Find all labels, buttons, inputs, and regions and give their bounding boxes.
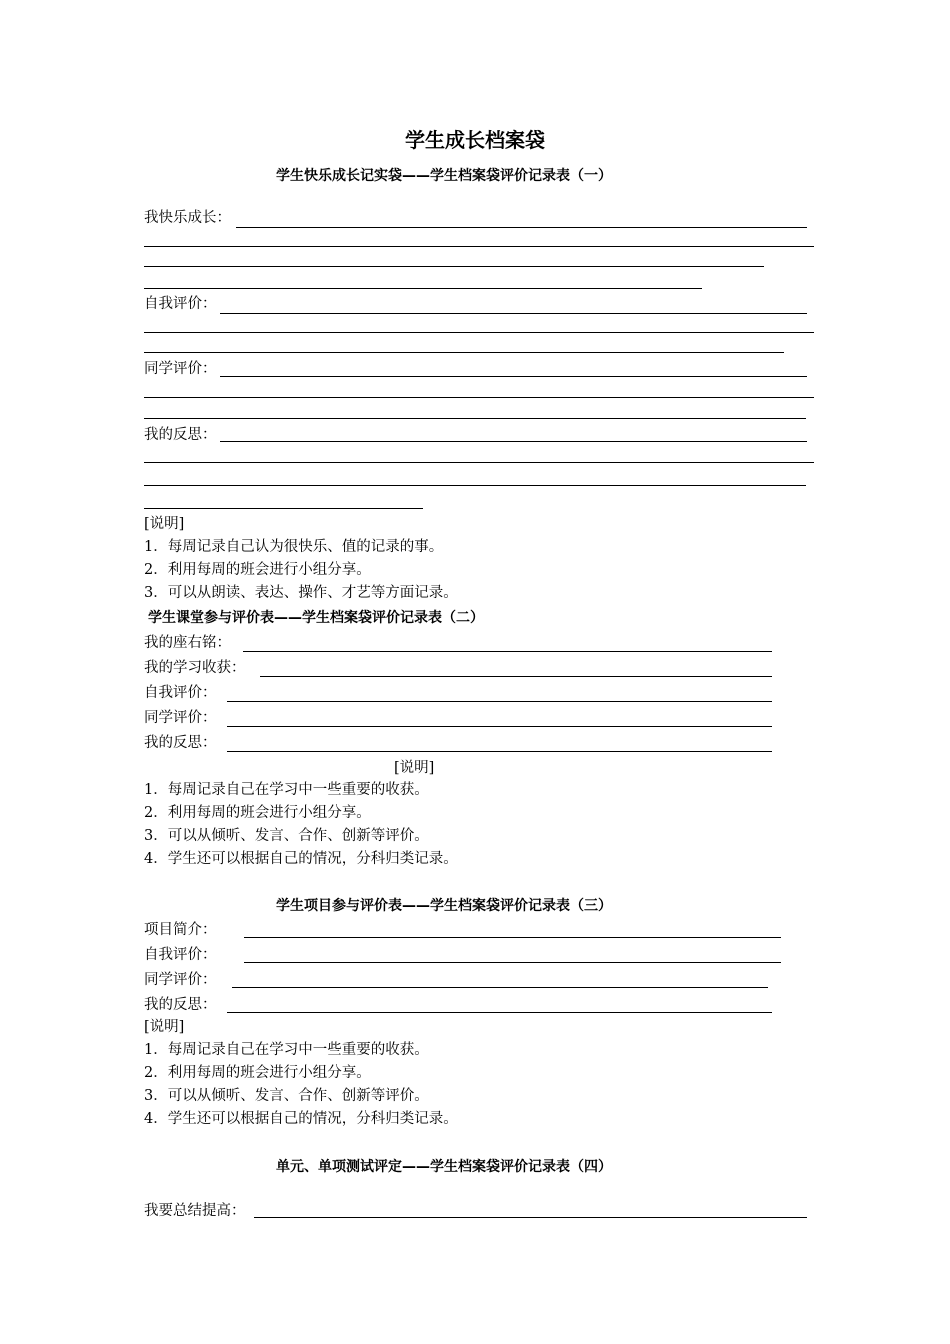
summary-line[interactable] [254, 1217, 807, 1218]
peer-eval-line-3[interactable] [144, 418, 806, 419]
growth-line-4[interactable] [144, 288, 702, 289]
note-item: 2．利用每周的班会进行小组分享。 [144, 1065, 371, 1081]
peer-eval-label: 同学评价： [144, 361, 217, 377]
page-title: 学生成长档案袋 [405, 128, 545, 152]
section3-heading: 学生项目参与评价表——学生档案袋评价记录表（三） [276, 898, 612, 914]
peer-eval-label: 同学评价： [144, 972, 217, 988]
project-line[interactable] [244, 937, 781, 938]
motto-line[interactable] [243, 651, 772, 652]
note-item: 2．利用每周的班会进行小组分享。 [144, 562, 371, 578]
growth-line-3[interactable] [144, 266, 764, 267]
self-eval-line[interactable] [244, 962, 781, 963]
reflection-label: 我的反思： [144, 735, 217, 751]
self-eval-label: 自我评价： [144, 296, 217, 312]
self-eval-line-1[interactable] [220, 313, 807, 314]
section2-heading: 学生课堂参与评价表——学生档案袋评价记录表（二） [148, 610, 484, 626]
growth-line-1[interactable] [236, 227, 807, 228]
reflection-line[interactable] [227, 751, 772, 752]
self-eval-line[interactable] [227, 701, 772, 702]
note-item: 4．学生还可以根据自己的情况，分科归类记录。 [144, 1111, 458, 1127]
self-eval-line-3[interactable] [144, 352, 784, 353]
notes-label: [说明] [144, 1019, 185, 1035]
note-item: 3．可以从朗读、表达、操作、才艺等方面记录。 [144, 585, 458, 601]
note-item: 1．每周记录自己认为很快乐、值的记录的事。 [144, 539, 444, 555]
peer-eval-line[interactable] [232, 987, 768, 988]
reflection-line[interactable] [227, 1012, 772, 1013]
reflection-line-1[interactable] [220, 441, 807, 442]
peer-eval-line-2[interactable] [144, 397, 814, 398]
peer-eval-line-1[interactable] [220, 376, 807, 377]
note-item: 1．每周记录自己在学习中一些重要的收获。 [144, 1042, 429, 1058]
note-item: 4．学生还可以根据自己的情况，分科归类记录。 [144, 851, 458, 867]
note-item: 1．每周记录自己在学习中一些重要的收获。 [144, 782, 429, 798]
section1-heading: 学生快乐成长记实袋——学生档案袋评价记录表（一） [276, 168, 612, 184]
reflection-line-2[interactable] [144, 462, 814, 463]
peer-eval-line[interactable] [227, 726, 772, 727]
reflection-label: 我的反思： [144, 997, 217, 1013]
self-eval-label: 自我评价： [144, 947, 217, 963]
gains-line[interactable] [260, 676, 772, 677]
reflection-line-3[interactable] [144, 485, 806, 486]
reflection-label: 我的反思： [144, 427, 217, 443]
notes-label: [说明] [144, 516, 185, 532]
project-label: 项目简介： [144, 922, 217, 938]
peer-eval-label: 同学评价： [144, 710, 217, 726]
note-item: 3．可以从倾听、发言、合作、创新等评价。 [144, 1088, 429, 1104]
growth-line-2[interactable] [144, 246, 814, 247]
note-item: 3．可以从倾听、发言、合作、创新等评价。 [144, 828, 429, 844]
gains-label: 我的学习收获： [144, 660, 246, 676]
growth-label: 我快乐成长： [144, 210, 231, 226]
self-eval-line-2[interactable] [144, 332, 814, 333]
self-eval-label: 自我评价： [144, 685, 217, 701]
reflection-line-4[interactable] [144, 508, 423, 509]
summary-label: 我要总结提高： [144, 1203, 246, 1219]
notes-label: [说明] [394, 760, 435, 776]
section4-heading: 单元、单项测试评定——学生档案袋评价记录表（四） [276, 1159, 612, 1175]
motto-label: 我的座右铭： [144, 635, 231, 651]
note-item: 2．利用每周的班会进行小组分享。 [144, 805, 371, 821]
